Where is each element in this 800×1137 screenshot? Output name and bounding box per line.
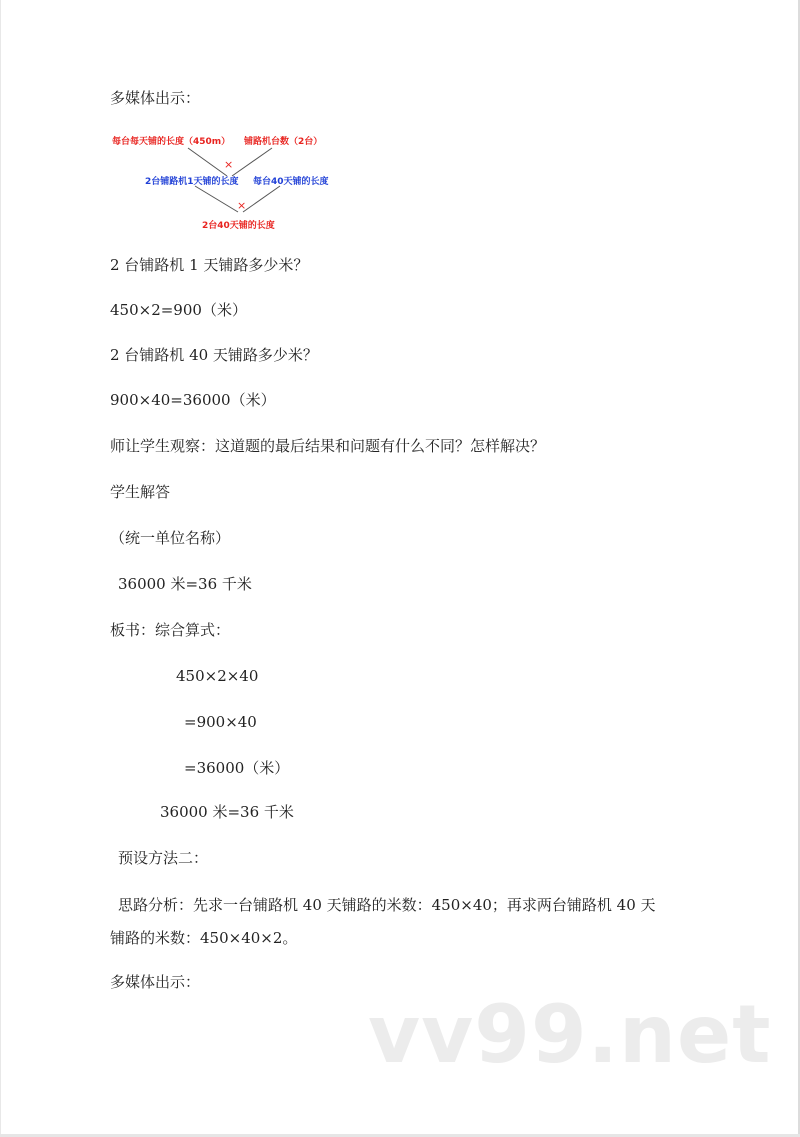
student-answer-heading: 学生解答 xyxy=(110,483,171,501)
combined-formula-line-1: 450×2×40 xyxy=(176,667,259,685)
diagram-mid-left-label: 2台铺路机1天铺的长度 xyxy=(145,177,239,187)
diagram-multiply-icon-2: × xyxy=(237,199,247,212)
teacher-prompt: 师让学生观察：这道题的最后结果和问题有什么不同？怎样解决？ xyxy=(110,437,546,455)
page-edge-left xyxy=(0,0,1,1137)
method-two-analysis-line-2: 铺路的米数：450×40×2。 xyxy=(110,929,298,947)
question-forty-days: 2 台铺路机 40 天铺路多少米？ xyxy=(110,346,318,364)
unify-units-note: （统一单位名称） xyxy=(110,529,231,547)
blackboard-heading: 板书：综合算式： xyxy=(110,621,231,639)
combined-formula-line-2: =900×40 xyxy=(184,713,257,731)
method-two-heading: 预设方法二： xyxy=(118,849,209,867)
diagram-svg xyxy=(110,128,350,238)
unit-conversion-2: 36000 米=36 千米 xyxy=(160,803,294,821)
watermark: vv99.net xyxy=(368,988,772,1081)
paragraph-multimedia-1: 多媒体出示： xyxy=(110,89,201,107)
diagram-line-4 xyxy=(243,186,280,212)
diagram-top-left-label: 每台每天铺的长度（450m） xyxy=(112,137,231,147)
diagram-mid-right-label: 每台40天铺的长度 xyxy=(253,177,329,187)
diagram-line-1 xyxy=(188,148,227,176)
question-one-day: 2 台铺路机 1 天铺路多少米？ xyxy=(110,256,309,274)
diagram-multiply-icon-1: × xyxy=(224,158,234,171)
combined-formula-line-3: =36000（米） xyxy=(184,759,290,777)
method-two-analysis-line-1: 思路分析：先求一台铺路机 40 天铺路的米数：450×40；再求两台铺路机 40 天 xyxy=(118,896,656,914)
analysis-diagram xyxy=(110,128,350,238)
paragraph-multimedia-2: 多媒体出示： xyxy=(110,973,201,991)
diagram-line-3 xyxy=(195,186,238,212)
equation-forty-days: 900×40=36000（米） xyxy=(110,391,276,409)
diagram-top-right-label: 铺路机台数（2台） xyxy=(244,137,323,147)
diagram-bottom-label: 2台40天铺的长度 xyxy=(202,221,275,231)
unit-conversion-1: 36000 米=36 千米 xyxy=(118,575,252,593)
diagram-line-2 xyxy=(232,148,272,176)
equation-one-day: 450×2=900（米） xyxy=(110,301,247,319)
